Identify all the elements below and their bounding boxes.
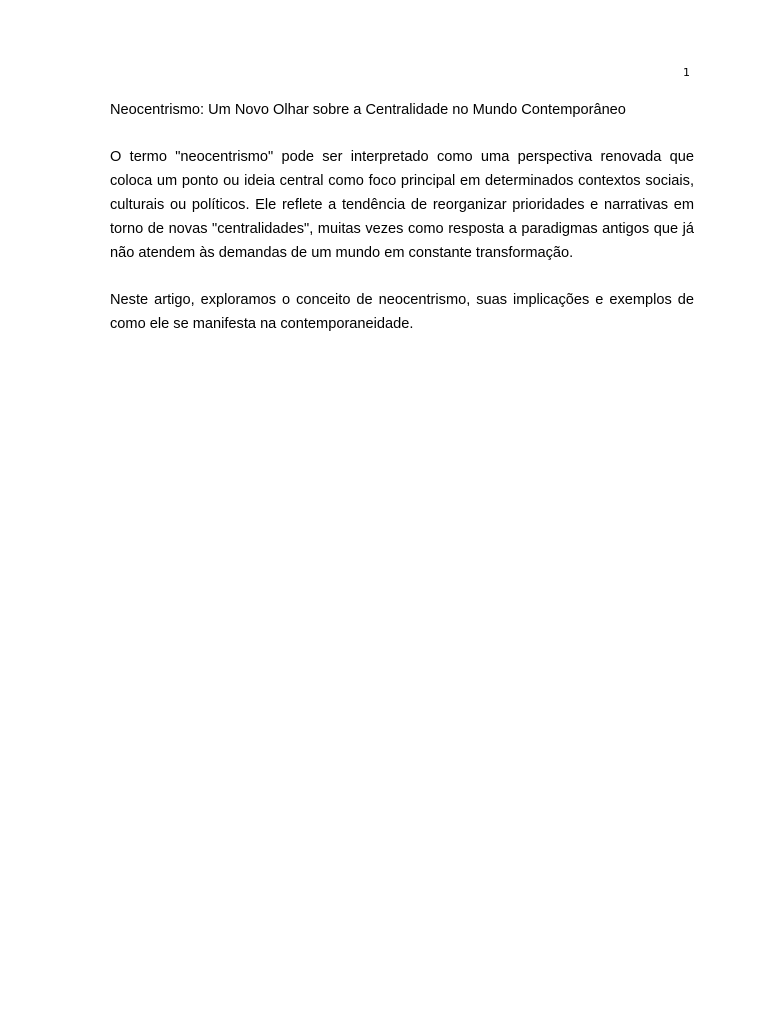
paragraph-overview: Neste artigo, exploramos o conceito de neocentrismo, suas implicações e exemplos de como ele se manifesta na contemporaneidade. [110,292,694,332]
page-number: 1 [683,66,690,79]
paragraph-intro: O termo "neocentrismo" pode ser interpretado como uma perspectiva renovada que coloca um ponto ou ideia central como foco principal em determinados contextos sociais, culturais ou políticos. Ele reflete a tendência de reorganizar prioridades e narrativas em torno de novas "centralidades", muitas vezes como resposta a paradigmas antigos que já não atendem às demandas de um mundo em constante transformação. [110,149,694,261]
document-body [110,98,694,359]
document-title: Neocentrismo: Um Novo Olhar sobre a Centralidade no Mundo Contemporâneo [110,102,626,118]
